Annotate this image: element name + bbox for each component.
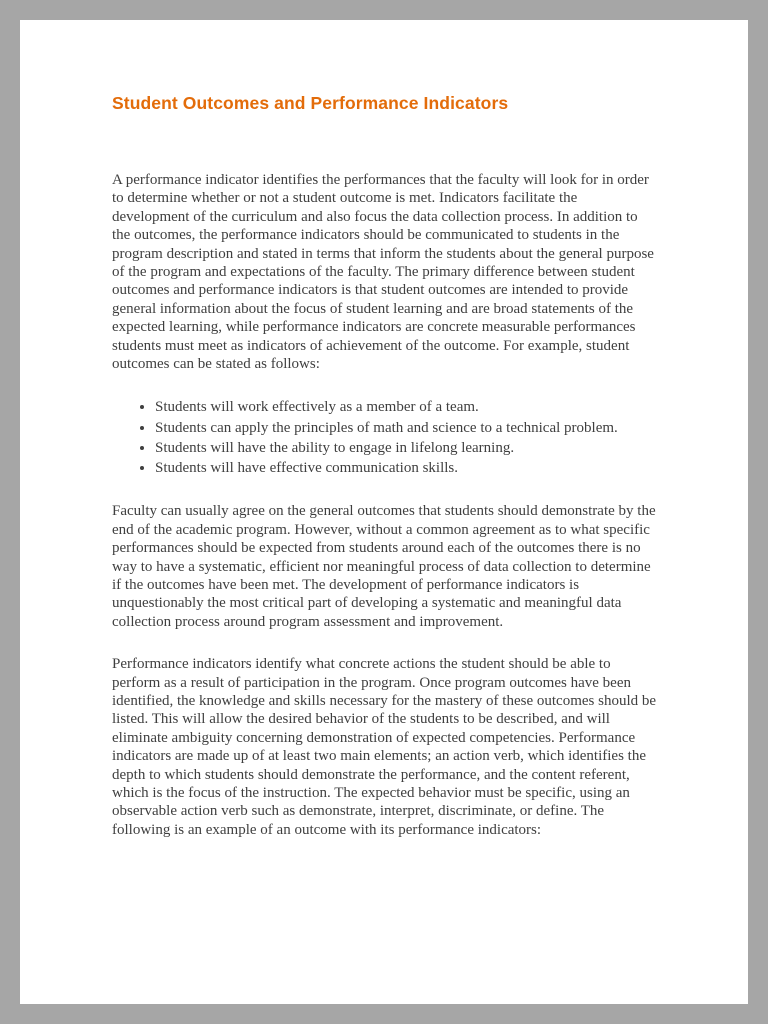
bullet-item: • Students will have the ability to engage in lifelong learning. xyxy=(155,438,658,458)
bullet-item: • Students will have effective communication skills. xyxy=(155,458,658,478)
bullet-list xyxy=(112,397,658,478)
bullet-item: • Students can apply the principles of math and science to a technical problem. xyxy=(155,418,658,438)
document-page xyxy=(20,20,748,1004)
paragraph-faculty-agreement: Faculty can usually agree on the general outcomes that students should demonstrate by the end of the academic program. However, without a common agreement as to what specific performances should be expected from students around each of the outcomes there is no way to have a systematic, efficient nor meaningful process of data collection to determine if the outcomes have been met. The development of performance indicators is unquestionably the most critical part of developing a systematic and meaningful data collection process around program assessment and improvement. xyxy=(112,503,656,630)
document-title: Student Outcomes and Performance Indicators xyxy=(112,93,509,113)
bullet-item: • Students will work effectively as a member of a team. xyxy=(155,397,658,417)
paragraph-intro: A performance indicator identifies the performances that the faculty will look for in order to determine whether or not a student outcome is met. Indicators facilitate the development of the curriculum and also focus the data collection process. In addition to the outcomes, the performance indicators should be communicated to students in the program description and stated in terms that inform the students about the general purpose of the program and expectations of the faculty. The primary difference between student outcomes and performance indicators is that student outcomes are intended to provide general information about the focus of student learning and are broad statements of the expected learning, while performance indicators are concrete measurable performances students must meet as indicators of achievement of the outcome. For example, student outcomes can be stated as follows: xyxy=(112,172,654,373)
paragraph-performance-indicators: Performance indicators identify what concrete actions the student should be able to perform as a result of participation in the program. Once program outcomes have been identified, the knowledge and skills necessary for the mastery of these outcomes should be listed. This will allow the desired behavior of the students to be described, and will eliminate ambiguity concerning demonstration of expected competencies. Performance indicators are made up of at least two main elements; an action verb, which identifies the depth to which students should demonstrate the performance, and the content referent, which is the focus of the instruction. The expected behavior must be specific, using an observable action verb such as demonstrate, interpret, discriminate, or define. The following is an example of an outcome with its performance indicators: xyxy=(112,656,657,838)
